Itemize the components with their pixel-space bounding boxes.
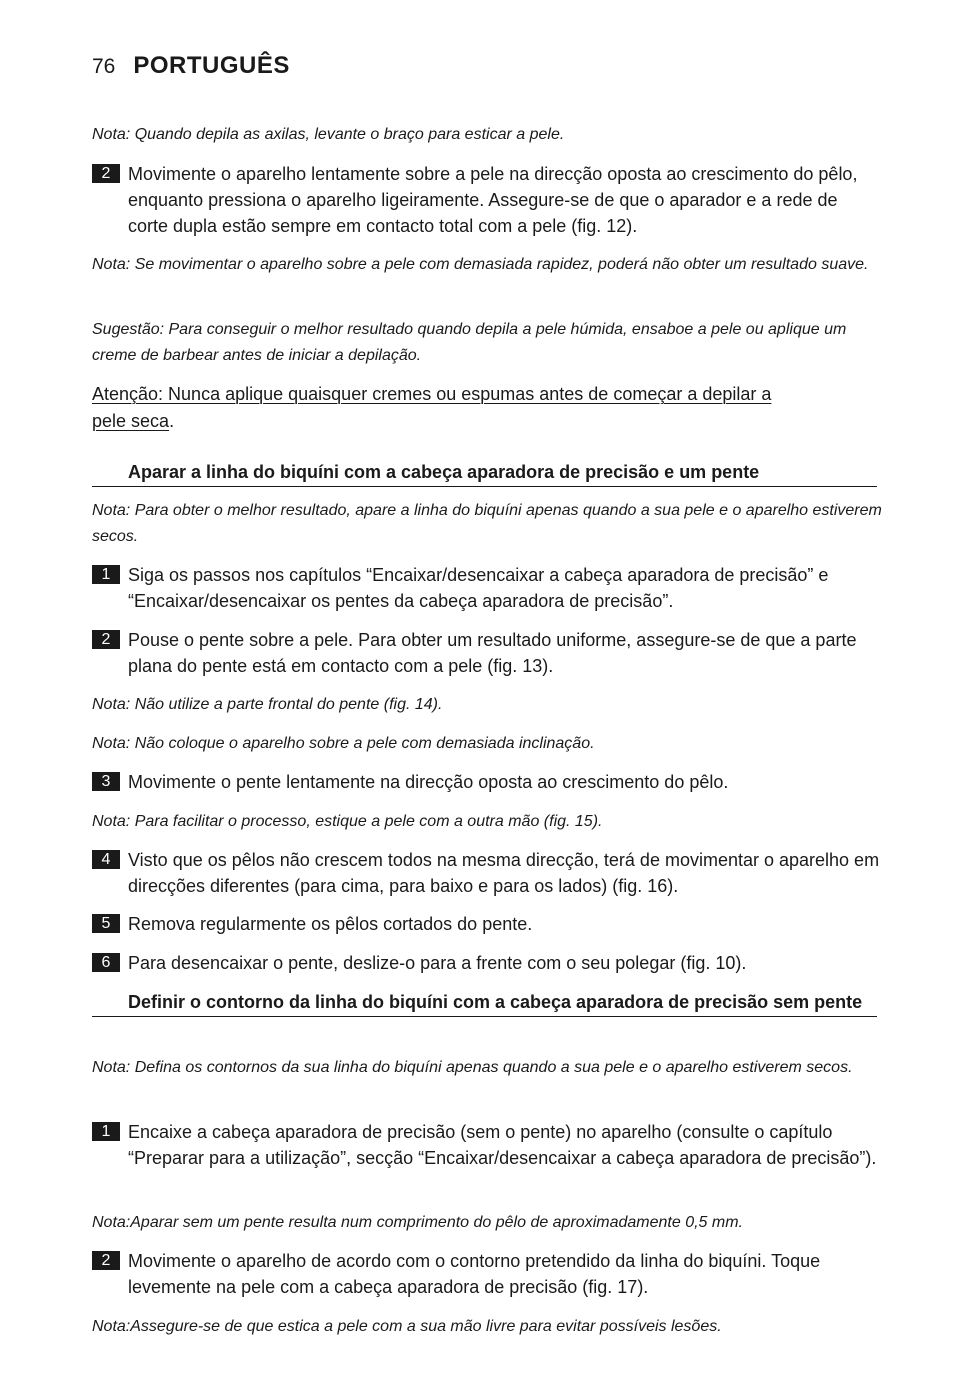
step-follow-chapters <box>92 562 882 614</box>
warning-creams <box>92 381 882 435</box>
step-number: 2 <box>92 630 120 649</box>
step-number: 5 <box>92 914 120 933</box>
warning-end: . <box>169 411 175 431</box>
step-text: Movimente o aparelho lentamente sobre a pele na direcção oposta ao crescimento do pêlo, enquanto pressiona o aparelho ligeiramente. Assegure-se de que o aparador e a rede de corte dupla estão sempre em contacto total com a pele (fig. 12). <box>128 164 858 236</box>
step-text: Remova regularmente os pêlos cortados do pente. <box>128 914 533 934</box>
step-move-comb <box>92 769 882 795</box>
step-text: Pouse o pente sobre a pele. Para obter um resultado uniforme, assegure-se de que a parte plana do pente está em contacto com a pele (fig. 13). <box>128 630 857 676</box>
step-number: 1 <box>92 565 120 584</box>
note-armpits: Nota: Quando depila as axilas, levante o braço para esticar a pele. <box>92 126 565 143</box>
step-text: Para desencaixar o pente, deslize-o para a frente com o seu polegar (fig. 10). <box>128 953 747 973</box>
language-title: PORTUGUÊS <box>133 52 290 79</box>
step-place-comb <box>92 627 882 679</box>
note-inclination: Nota: Não coloque o aparelho sobre a pele com demasiada inclinação. <box>92 735 595 752</box>
page-number: 76 <box>92 55 116 78</box>
note-free-hand: Nota:Assegure-se de que estica a pele com a sua mão livre para evitar possíveis lesões. <box>92 1318 722 1335</box>
step-remove-hairs <box>92 911 882 937</box>
step-move-appliance <box>92 161 882 239</box>
step-number: 1 <box>92 1122 120 1141</box>
warning-line-2: pele seca <box>92 411 170 431</box>
section-heading-bikini-comb: Aparar a linha do biquíni com a cabeça aparadora de precisão e um pente <box>92 459 877 487</box>
step-text: Visto que os pêlos não crescem todos na mesma direcção, terá de movimentar o aparelho em direcções diferentes (para cima, para baixo e para os lados) (fig. 16). <box>128 850 880 896</box>
note-contour-dry: Nota: Defina os contornos da sua linha do biquíni apenas quando a sua pele e o aparelho estiverem secos. <box>92 1059 853 1076</box>
step-text: Encaixe a cabeça aparadora de precisão (sem o pente) no aparelho (consulte o capítulo “Preparar para a utilização”, secção “Encaixar/desencaixar a cabeça aparadora de precisão”). <box>128 1122 877 1168</box>
page-header <box>92 52 290 80</box>
step-number: 2 <box>92 164 120 183</box>
step-number: 6 <box>92 953 120 972</box>
step-number: 3 <box>92 772 120 791</box>
step-attach-head <box>92 1119 882 1171</box>
tip-wet-skin: Sugestão: Para conseguir o melhor resultado quando depila a pele húmida, ensaboe a pele ou aplique um creme de barbear antes de iniciar a depilação. <box>92 321 847 364</box>
note-comb-front: Nota: Não utilize a parte frontal do pente (fig. 14). <box>92 696 443 713</box>
step-directions <box>92 847 882 899</box>
step-text: Movimente o pente lentamente na direcção oposta ao crescimento do pêlo. <box>128 772 729 792</box>
warning-line-1: Atenção: Nunca aplique quaisquer cremes ou espumas antes de começar a depilar a <box>92 384 772 404</box>
note-dry-skin: Nota: Para obter o melhor resultado, apare a linha do biquíni apenas quando a sua pele e o aparelho estiverem secos. <box>92 502 882 545</box>
step-number: 4 <box>92 850 120 869</box>
step-detach-comb <box>92 950 882 976</box>
step-number: 2 <box>92 1251 120 1270</box>
note-stretch-skin: Nota: Para facilitar o processo, estique a pele com a outra mão (fig. 15). <box>92 813 603 830</box>
section-heading-bikini-contour: Definir o contorno da linha do biquíni com a cabeça aparadora de precisão sem pente <box>92 989 877 1017</box>
step-text: Movimente o aparelho de acordo com o contorno pretendido da linha do biquíni. Toque levemente na pele com a cabeça aparadora de precisão (fig. 17). <box>128 1251 821 1297</box>
step-text: Siga os passos nos capítulos “Encaixar/desencaixar a cabeça aparadora de precisão” e “Encaixar/desencaixar os pentes da cabeça aparadora de precisão”. <box>128 565 829 611</box>
note-speed: Nota: Se movimentar o aparelho sobre a pele com demasiada rapidez, poderá não obter um resultado suave. <box>92 256 869 273</box>
step-contour <box>92 1248 882 1300</box>
note-hair-length: Nota:Aparar sem um pente resulta num comprimento do pêlo de aproximadamente 0,5 mm. <box>92 1214 743 1231</box>
